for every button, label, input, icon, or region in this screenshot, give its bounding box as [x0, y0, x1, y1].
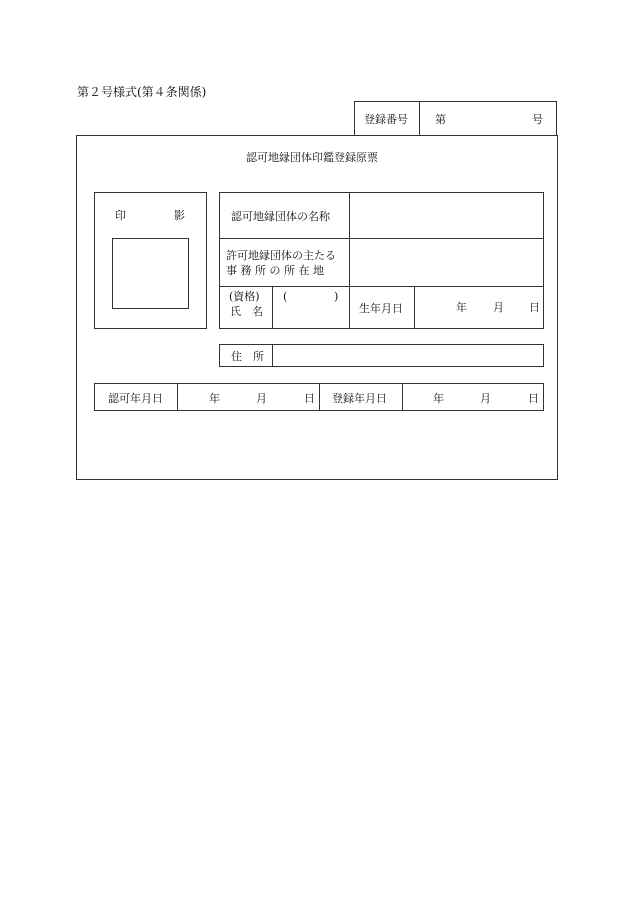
approval-month-unit: 月 [256, 392, 267, 405]
registration-number-box [354, 101, 557, 136]
approval-date-label: 認可年月日 [108, 392, 163, 405]
registration-number-prefix: 第 [435, 113, 446, 126]
birth-date-field[interactable] [415, 287, 544, 329]
birth-year-unit: 年 [456, 301, 467, 314]
birth-date-label: 生年月日 [359, 302, 403, 315]
registration-number-label: 登録番号 [364, 113, 408, 126]
address-label: 住 所 [231, 350, 264, 363]
registration-day-unit: 日 [528, 392, 539, 405]
approval-date-field[interactable] [178, 384, 319, 410]
registration-date-field[interactable] [403, 384, 544, 410]
dates-row [94, 383, 544, 411]
organization-info-table [219, 192, 544, 329]
representative-label-line2: 氏 名 [230, 305, 263, 318]
birth-day-unit: 日 [529, 301, 540, 314]
seal-impression-box [94, 192, 207, 329]
registration-year-unit: 年 [433, 392, 444, 405]
registration-month-unit: 月 [480, 392, 491, 405]
seal-label-right: 影 [174, 209, 185, 222]
office-location-field[interactable] [350, 239, 544, 286]
form-header: 第２号様式(第４条関係) [77, 85, 207, 99]
address-row [219, 344, 544, 367]
office-location-label-line1: 許可地縁団体の主たる [226, 249, 336, 262]
form-title: 認可地縁団体印鑑登録原票 [246, 151, 378, 164]
address-field[interactable] [273, 345, 544, 366]
qualification-open-paren: ( [283, 290, 288, 303]
registration-number-suffix: 号 [532, 113, 543, 126]
org-name-field[interactable] [350, 193, 544, 238]
org-name-label: 認可地縁団体の名称 [231, 210, 330, 223]
representative-name-field[interactable] [273, 287, 349, 329]
registration-date-label: 登録年月日 [332, 392, 387, 405]
qualification-close-paren: ) [334, 290, 339, 303]
seal-stamp-area [112, 238, 189, 309]
birth-month-unit: 月 [493, 301, 504, 314]
seal-label-left: 印 [115, 209, 126, 222]
office-location-label-line2: 事 務 所 の 所 在 地 [226, 264, 324, 277]
representative-label-line1: (資格) [229, 290, 260, 303]
approval-day-unit: 日 [304, 392, 315, 405]
approval-year-unit: 年 [209, 392, 220, 405]
